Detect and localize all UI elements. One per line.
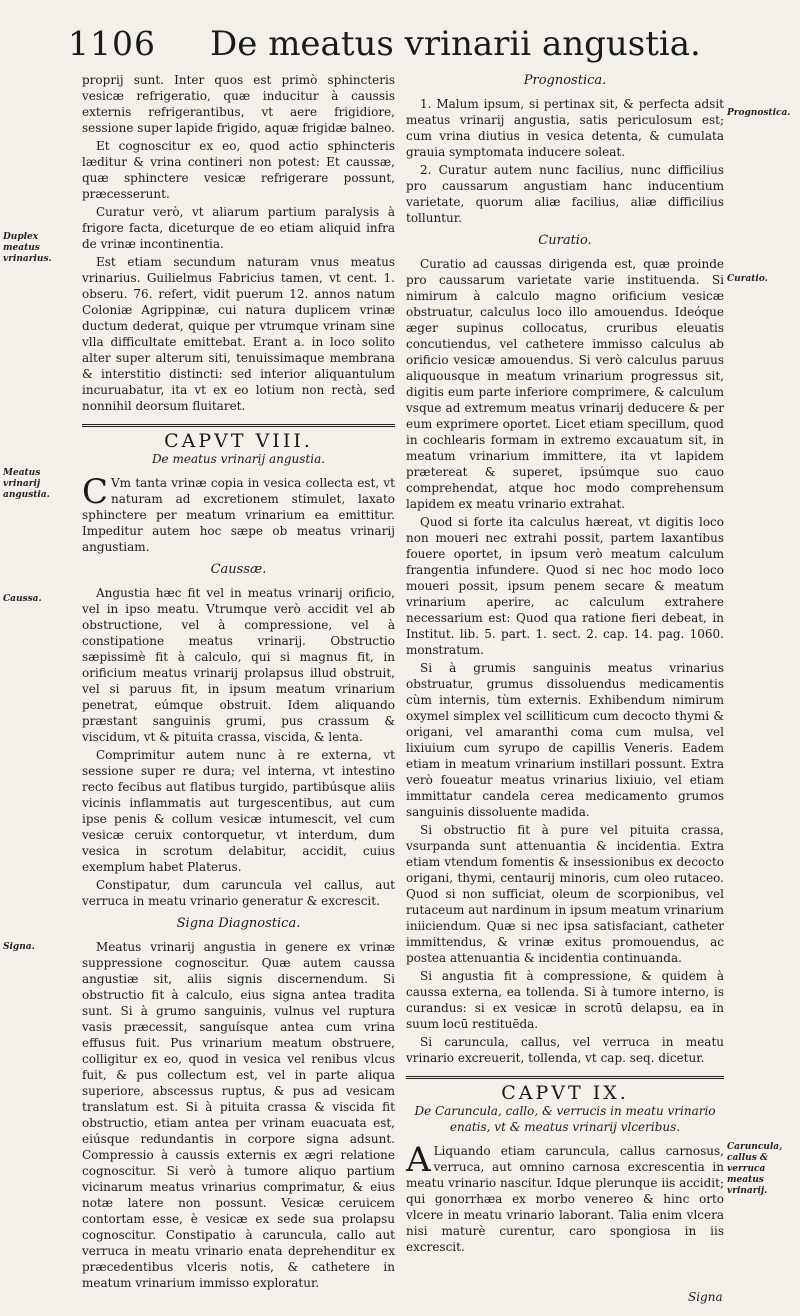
- page-header: [60, 20, 760, 70]
- paragraph: Si obstructio fit à pure vel pituita crassa, vsurpanda sunt attenuantia & incidentia. Extra etiam vtendum fomentis & insessionibus ex decocto origani, thymi, centaurij minoris, cum oleo rutaceo. Quod si non sufficiat, oleum de scorpionibus, vel rutaceum aut nardinum in ipsum meatum vrinarium iniiciendum. Quæ si nec ipsa satisfaciant, catheter immittendus, & vrinæ exitus promouendus, ac postea attenuantia & incidentia continuanda.: [406, 823, 724, 965]
- paragraph: Et cognoscitur ex eo, quod actio sphincteris læditur & vrina contineri non potest: Et caussæ, quæ sphinctere vesicæ refrigerare possunt, præcesserunt.: [82, 139, 395, 201]
- margin-note: Prognostica.: [727, 108, 791, 118]
- paragraph: Si caruncula, callus, vel verruca in meatu vrinario excreuerit, tollenda, vt cap. seq. dicetur.: [406, 1035, 724, 1065]
- margin-note: Signa.: [3, 942, 35, 952]
- running-title: De meatus vrinarii angustia.: [210, 24, 701, 64]
- section-heading: Prognostica.: [523, 73, 607, 88]
- section-heading: Curatio.: [538, 233, 592, 248]
- paragraph: 2. Curatur autem nunc facilius, nunc difficilius pro caussarum angustiam hanc inducentium varietate, quorum aliæ facilius, aliæ difficilius tolluntur.: [406, 163, 724, 225]
- chapter-title: De meatus vrinarij angustia.: [151, 452, 326, 466]
- paragraph: Meatus vrinarij angustia in genere ex vrinæ suppressione cognoscitur. Quæ autem caussa angustiæ sit, aliis signis discernendum. Si obstructio fit à calculo, eius signa antea tradita sunt. Si à grumo sanguinis, vulnus vel ruptura vasis præcessit, sanguísque antea cum vrina effusus fuit. Pus vrinarium meatum obstruere, colligitur ex eo, quod in vesica vel renibus vlcus fuit, & pus collectum est, vel in parte aliqua superiore, abscessus ruptus, & pus ad vesicam translatum est. Si à pituita crassa & viscida fit obstructio, etiam antea per vrinam euacuata est, eiúsque redundantis in corpore signa adsunt. Compressio à caussis externis ex ægri relatione cognoscitur. Si verò à tumore aliquo partium vicinarum meatus vrinarius comprimatur, & eius notæ latere non possunt. Vesicæ ceruicem contortam esse, è vesicæ ex sede sua prolapsu cognoscitur. Constipatio à caruncula, callo aut verruca in meatu vrinario enata deprehenditur ex præcedentibus vlceris notis, & cathetere in meatum vrinarium immisso exploratur.: [82, 940, 395, 1290]
- margin-note: Curatio.: [727, 274, 768, 284]
- paragraph: Si angustia fit à compressione, & quidem à caussa externa, ea tollenda. Si à tumore interno, is curandus: si ex vesicæ in scrotū delapsu, ea in suum locū restituēda.: [406, 969, 724, 1031]
- chapter-divider: [82, 424, 395, 427]
- paragraph: 1. Malum ipsum, si pertinax sit, & perfecta adsit meatus vrinarij angustia, satis periculosum est; cum vrina diutius in vesica detenta, & cumulata grauia symptomata inducere soleat.: [406, 97, 724, 159]
- paragraph: ALiquando etiam caruncula, callus carnosus, verruca, aut omnino carnosa excrescentia in meatu vrinario nascitur. Idque plerunque iis accidit; qui gonorrhæa ex morbo venereo & hinc orto vlcere in meatu vrinario laborant. Talia enim vlcera nisi maturè curentur, caro spongiosa in iis excrescit.: [406, 1140, 724, 1254]
- chapter-divider: [406, 1076, 724, 1079]
- paragraph: CVm tanta vrinæ copia in vesica collecta est, vt naturam ad excretionem stimulet, laxato sphinctere per meatum vrinarium ea emittitur. Impeditur autem hoc sæpe ob meatus vrinarij angustiam.: [82, 472, 395, 554]
- section-heading: Signa Diagnostica.: [176, 916, 301, 931]
- catchword: Signa: [688, 1290, 723, 1304]
- paragraph: Comprimitur autem nunc à re externa, vt sessione super re dura; vel interna, vt intestino recto fecibus aut flatibus turgido, partibúsque aliis vicinis inflammatis aut turgescentibus, aut cum ipse penis & collum vesicæ intumescit, vel cum vesicæ ceruix contorquetur, vt interdum, dum vesica in scrotum delabitur, accidit, cuius exemplum habet Platerus.: [82, 748, 395, 874]
- drop-cap-section: [406, 1140, 724, 1255]
- chapter-heading: CAPVT VIII.: [164, 430, 313, 452]
- margin-note: Caruncula, callus & verruca meatus vrinarij.: [727, 1142, 783, 1196]
- paragraph: Constipatur, dum caruncula vel callus, aut verruca in meatu vrinario generatur & excrescit.: [82, 878, 395, 908]
- paragraph: Curatio ad caussas dirigenda est, quæ proinde pro caussarum varietate varie instituenda. Si nimirum à calculo magno orificium vesicæ obstruatur, calculus loco illo amouendus. Ideóque æger supinus collocatus, cruribus eleuatis concutiendus, vel cathetere immisso calculus ab orificio vesicæ amouendus. Si verò calculus paruus aliquousque in meatum vrinarium progressus sit, digitis eum parte inferiore comprimere, & calculum vsque ad extremum meatus vrinarij deducere & per eum exprimere oportet. Licet etiam specillum, quod in cochlearis formam in extremo excauatum sit, in meatum vrinarium immittere, ita vt lapidem prætereat & superet, ipsúmque suo cauo comprehendat, atque hoc modo comprehensum lapidem ex meatu vrinario extrahat.: [406, 257, 724, 511]
- chapter-heading: CAPVT IX.: [501, 1082, 629, 1104]
- margin-note: Meatus vrinarij angustia.: [3, 468, 50, 500]
- left-column: [82, 72, 395, 1293]
- section-heading: Caussæ.: [210, 562, 267, 577]
- page-number: 1106: [68, 24, 156, 63]
- paragraph: Angustia hæc fit vel in meatus vrinarij orificio, vel in ipso meatu. Vtrumque verò accidit vel ab obstructione, vel à compressione, vel à constipatione meatus vrinarij. Obstructio sæpissimè fit à calculo, qui si magnus fit, in orificium meatus vrinarij prolapsus illud obstruit, vel si paruus fit, in ipsum meatum vrinarium penetrat, eúmque obstruit. Idem aliquando præstant sanguinis grumi, pus crassum & viscidum, vt & pituita crassa, viscida, & lenta.: [82, 586, 395, 744]
- paragraph: Si à grumis sanguinis meatus vrinarius obstruatur, grumus dissoluendus medicamentis cùm internis, tùm externis. Exhibendum nimirum oxymel simplex vel scilliticum cum decocto thymi & origani, vel amaranthi coma cum mulsa, vel lixiuium cum syrupo de capillis Veneris. Eadem etiam in meatum vrinarium instillari possunt. Extra verò foueatur meatus vrinarius lixiuio, vel etiam immittatur candela cerea medicamento grumos sanguinis dissoluente madida.: [406, 661, 724, 819]
- paragraph: Quod si forte ita calculus hæreat, vt digitis loco non moueri nec extrahi possit, partem laxantibus fouere oportet, in ipsum verò meatum calculum frangentia infundere. Quod si nec hoc modo loco moueri possit, ipsum penem secare & meatum vrinarium aperire, ac calculum extrahere necessarium est: Quod qua ratione fieri debeat, in Institut. lib. 5. part. 1. sect. 2. cap. 14. pag. 1060. monstratum.: [406, 515, 724, 657]
- margin-note: Duplex meatus vrinarius.: [3, 232, 52, 264]
- paragraph: Curatur verò, vt aliarum partium paralysis à frigore facta, diceturque de eo etiam aliquid infra de vrinæ incontinentia.: [82, 205, 395, 251]
- right-column: [406, 72, 724, 1257]
- paragraph: Est etiam secundum naturam vnus meatus vrinarius. Guilielmus Fabricius tamen, vt cent. 1. obseru. 76. refert, vidit puerum 12. annos natum Coloniæ Agrippinæ, cui natura duplicem vrinæ ductum dederat, quique per vtrumque vrinam sine vlla difficultate emittebat. Erant a. in loco solito alter super alterum siti, tenuissimaque membrana & interstitio distincti: sed interior aliquantulum incuruabatur, ita vt ex eo lotium non rectà, sed nonnihil deorsum fluitaret.: [82, 255, 395, 413]
- margin-note: Caussa.: [3, 594, 42, 604]
- paragraph: proprij sunt. Inter quos est primò sphincteris vesicæ refrigeratio, quæ inducitur à caussis externis refrigerantibus, vt aere frigidiore, sessione super lapide frigido, aquæ frigidæ balneo.: [82, 73, 395, 135]
- chapter-title: De Caruncula, callo, & verrucis in meatu vrinario enatis, vt & meatus vrinarij vlceribus.: [414, 1104, 716, 1134]
- drop-cap-section: [82, 472, 395, 555]
